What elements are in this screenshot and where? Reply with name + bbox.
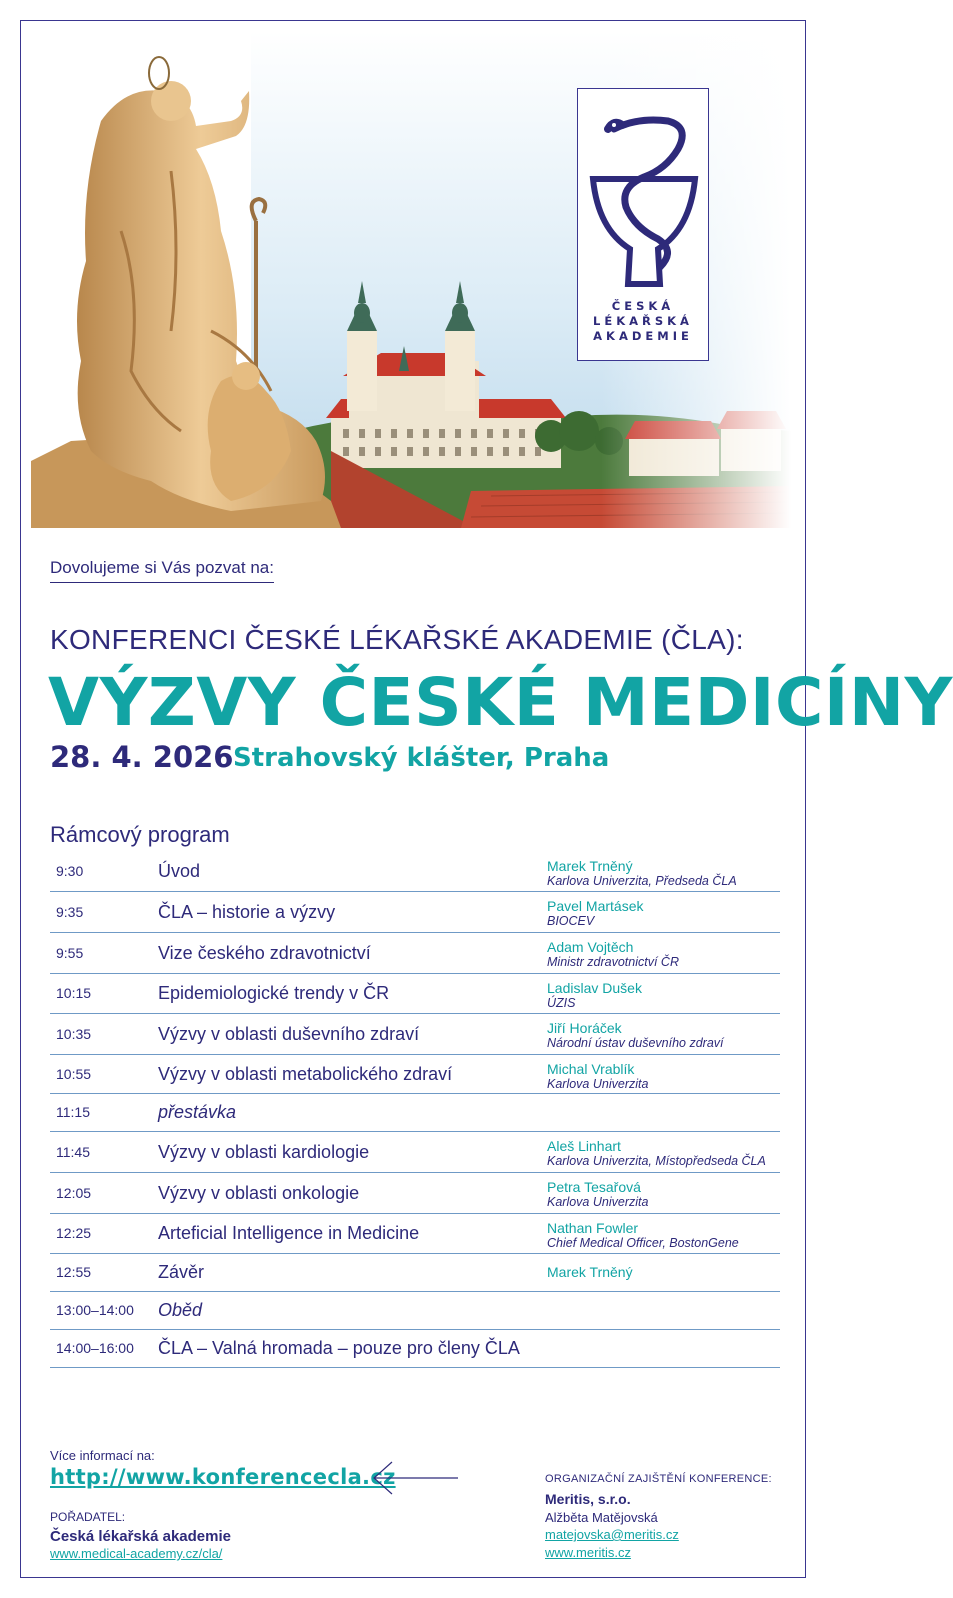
program-topic: Výzvy v oblasti onkologie — [158, 1182, 360, 1203]
program-topic: Výzvy v oblasti metabolického zdraví — [158, 1063, 453, 1084]
program-time: 12:55 — [56, 1264, 92, 1280]
speaker-name: Marek Trněný — [547, 1264, 633, 1280]
program-row — [50, 1214, 780, 1254]
program-row — [50, 974, 780, 1014]
organization-company: Meritis, s.r.o. — [545, 1491, 631, 1507]
program-time: 12:05 — [56, 1184, 92, 1201]
arrow-left-icon — [370, 1458, 460, 1498]
organizer-label: POŘADATEL: — [50, 1510, 126, 1524]
program-time: 13:00–14:00 — [56, 1302, 134, 1318]
event-date: 28. 4. 2026 — [50, 740, 234, 774]
speaker-affiliation: Karlova Univerzita — [547, 1195, 649, 1209]
speaker-affiliation: Karlova Univerzita, Předseda ČLA — [547, 874, 737, 888]
program-time: 10:35 — [56, 1025, 92, 1042]
program-time: 11:15 — [56, 1104, 90, 1120]
program-topic: Závěr — [158, 1262, 205, 1282]
speaker-name: Pavel Martásek — [547, 898, 644, 914]
program-time: 9:35 — [56, 903, 84, 920]
program-row — [50, 1292, 780, 1330]
program-heading: Rámcový program — [50, 822, 230, 847]
program-time: 10:15 — [56, 985, 92, 1001]
program-row — [50, 933, 780, 974]
program-topic: Úvod — [158, 861, 201, 881]
program-row — [50, 1094, 780, 1132]
speaker-name: Adam Vojtěch — [547, 939, 634, 955]
speaker-name: Petra Tesařová — [547, 1179, 641, 1195]
program-topic: Výzvy v oblasti kardiologie — [158, 1141, 370, 1162]
speaker-name: Michal Vrablík — [547, 1061, 635, 1077]
program-row — [50, 1330, 780, 1368]
program-row — [50, 1055, 780, 1094]
event-place: Strahovský klášter, Praha — [233, 743, 610, 773]
program-time: 11:45 — [56, 1143, 90, 1160]
program-row — [50, 1014, 780, 1055]
speaker-name: Ladislav Dušek — [547, 980, 642, 996]
program-speaker — [546, 852, 781, 891]
speaker-affiliation: Ministr zdravotnictví ČR — [547, 955, 679, 969]
caduceus-icon — [578, 89, 710, 294]
program-row — [50, 1173, 780, 1214]
program-speaker — [546, 1254, 781, 1291]
speaker-affiliation: Národní ústav duševního zdraví — [547, 1036, 724, 1050]
main-title: VÝZVY ČESKÉ MEDICÍNY — [48, 664, 953, 741]
speaker-name: Jiří Horáček — [547, 1020, 622, 1036]
program-topic: Vize českého zdravotnictví — [158, 942, 371, 963]
program-topic: Výzvy v oblasti duševního zdraví — [158, 1023, 420, 1044]
organizer-website-link[interactable]: www.medical-academy.cz/cla/ — [50, 1546, 223, 1561]
invite-text: Dovolujeme si Vás pozvat na: — [50, 558, 274, 583]
program-speaker — [546, 933, 781, 973]
program-speaker — [546, 974, 781, 1013]
logo-line-2: LÉKAŘSKÁ — [593, 314, 693, 328]
program-speaker — [546, 1214, 781, 1253]
organization-email-link[interactable]: matejovska@meritis.cz — [545, 1527, 679, 1542]
program-topic: ČLA – historie a výzvy — [158, 901, 336, 922]
conference-line: KONFERENCI ČESKÉ LÉKAŘSKÉ AKADEMIE (ČLA): — [50, 624, 744, 655]
more-info-label: Více informací na: — [50, 1448, 155, 1463]
program-row — [50, 1254, 780, 1292]
program-speaker — [546, 1014, 781, 1054]
conference-website-link[interactable]: http://www.konferencecla.cz — [50, 1465, 396, 1489]
logo-line-3: AKADEMIE — [593, 329, 693, 343]
logo-line-1: ČESKÁ — [611, 299, 675, 313]
program-speaker — [546, 892, 781, 932]
program-row — [50, 1132, 780, 1173]
organization-label: ORGANIZAČNÍ ZAJIŠTĚNÍ KONFERENCE: — [545, 1473, 772, 1485]
program-topic: přestávka — [158, 1102, 237, 1122]
program-row — [50, 892, 780, 933]
program-time: 14:00–16:00 — [56, 1340, 134, 1356]
speaker-affiliation: Karlova Univerzita, Místopředseda ČLA — [547, 1154, 766, 1168]
program-topic: Oběd — [158, 1300, 203, 1320]
program-table — [50, 852, 780, 1368]
program-time: 10:55 — [56, 1065, 92, 1082]
program-time: 12:25 — [56, 1225, 92, 1241]
program-time: 9:55 — [56, 944, 84, 961]
speaker-name: Marek Trněný — [547, 858, 633, 874]
speaker-affiliation: ÚZIS — [547, 996, 576, 1010]
speaker-name: Aleš Linhart — [547, 1138, 621, 1154]
program-topic: Epidemiologické trendy v ČR — [158, 983, 390, 1003]
speaker-affiliation: Karlova Univerzita — [547, 1077, 649, 1091]
program-row — [50, 852, 780, 892]
organizer-name: Česká lékařská akademie — [50, 1528, 231, 1545]
program-topic: ČLA – Valná hromada – pouze pro členy ČLA — [158, 1338, 520, 1358]
speaker-name: Nathan Fowler — [547, 1220, 639, 1236]
program-speaker — [546, 1173, 781, 1213]
program-speaker — [546, 1132, 781, 1172]
academy-logo — [577, 88, 709, 361]
program-topic: Arteficial Intelligence in Medicine — [158, 1223, 420, 1243]
organization-contact: Alžběta Matějovská — [545, 1510, 658, 1525]
speaker-affiliation: Chief Medical Officer, BostonGene — [547, 1236, 739, 1250]
program-time: 9:30 — [56, 863, 84, 879]
program-speaker — [546, 1055, 781, 1093]
logo-text — [578, 299, 708, 344]
organization-website-link[interactable]: www.meritis.cz — [545, 1545, 631, 1560]
speaker-affiliation: BIOCEV — [547, 914, 595, 928]
